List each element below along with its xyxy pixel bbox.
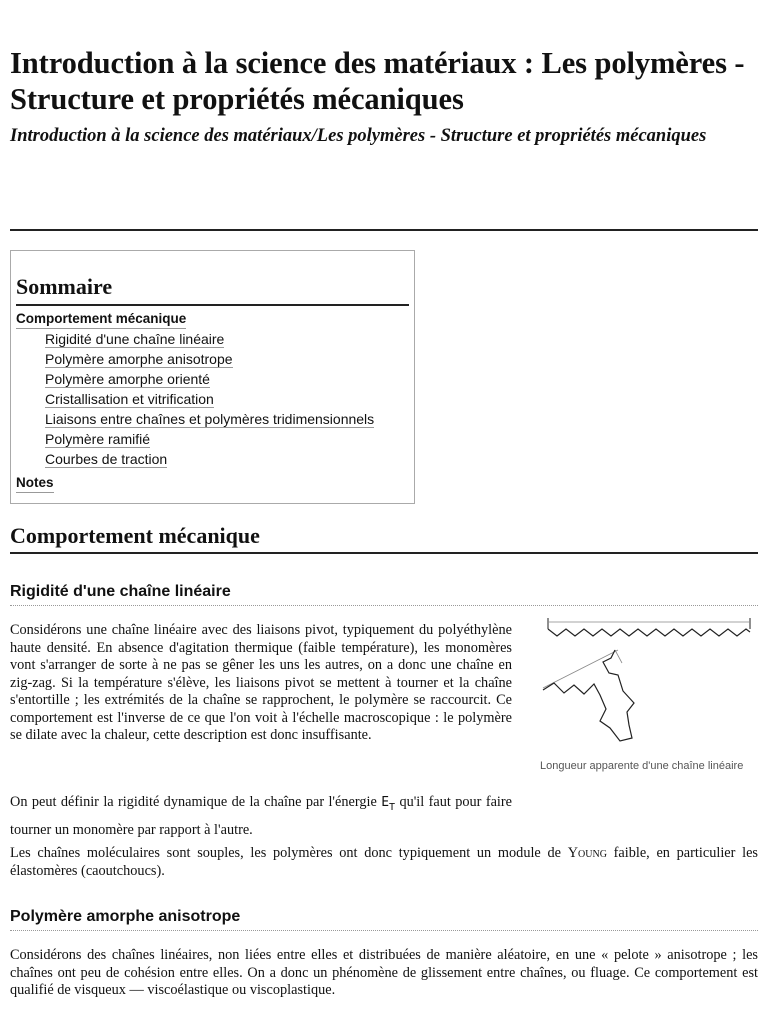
toc-link-cristallisation[interactable]: Cristallisation et vitrification <box>45 391 214 407</box>
table-of-contents <box>10 250 415 504</box>
paragraph-energie <box>10 791 512 841</box>
toc-link-amorphe-oriente[interactable]: Polymère amorphe orienté <box>45 371 210 387</box>
figure-chaine-lineaire <box>540 615 760 774</box>
toc-link-rigidite[interactable]: Rigidité d'une chaîne linéaire <box>45 331 225 347</box>
paragraph-chaines-souples <box>10 845 758 880</box>
young-name: Young <box>567 845 607 861</box>
paragraph-rigidite: Considérons une chaîne linéaire avec des liaisons pivot, typiquement du polyéthylène haute densité. En absence d'agitation thermique (faible température), les monomères vont s'arranger de sorte à ne pas se gêner les uns les autres, on a donc une chaîne en zig-zag. Si la température s'élève, les liaisons pivot se mettent à tourner et la chaîne s'entortille ; les extrémités de la chaîne se rapprochent, le polymère se raccourcit. Ce comportement est l'inverse de ce que l'on voit à l'échelle macroscopique : le polymère se dilate avec la chaleur, cette description est donc insuffisante. <box>10 622 512 743</box>
page-title: Introduction à la science des matériaux : Les polymères - Structure et propriétés mécaniques <box>10 46 745 116</box>
toc-link-courbes[interactable]: Courbes de traction <box>45 451 168 467</box>
energy-symbol: E <box>381 795 390 810</box>
paragraph-chaines-text1: Les chaînes moléculaires sont souples, les polymères ont donc typiquement un module de <box>10 845 568 861</box>
paragraph-chaines-text2: faible, en particulier les élastomères (caoutchoucs). <box>10 845 758 879</box>
figure-caption: Longueur apparente d'une chaîne linéaire <box>540 760 744 772</box>
toc-link-ramifie[interactable]: Polymère ramifié <box>45 431 151 447</box>
title-divider <box>10 229 758 231</box>
toc-link-liaisons[interactable]: Liaisons entre chaînes et polymères tridimensionnels <box>45 411 375 427</box>
paragraph-energie-text1: On peut définir la rigidité dynamique de la chaîne par l'énergie <box>10 794 382 810</box>
toc-title: Sommaire <box>16 271 409 306</box>
chain-diagram <box>540 615 760 750</box>
subsection-heading-rigidite: Rigidité d'une chaîne linéaire <box>10 579 758 606</box>
section-heading-comportement: Comportement mécanique <box>10 520 758 554</box>
toc-list <box>16 329 409 469</box>
energy-subscript: T <box>389 801 396 813</box>
toc-link-notes[interactable]: Notes <box>16 474 54 493</box>
toc-link-amorphe-anisotrope[interactable]: Polymère amorphe anisotrope <box>45 351 233 367</box>
page-subtitle: Introduction à la science des matériaux/Les polymères - Structure et propriétés mécaniques <box>10 126 707 146</box>
paragraph-anisotrope: Considérons des chaînes linéaires, non liées entre elles et distribuées de manière aléatoire, en une « pelote » anisotrope ; les chaînes ont peu de cohésion entre elles. On a donc un phénomène de glissement entre chaînes, ou fluage. Ce comportement est qualifié de visqueux — viscoélastique ou viscoplastique. <box>10 947 758 998</box>
paragraph-energie-text2: qu'il faut pour faire tourner un monomère par rapport à l'autre. <box>10 794 512 838</box>
subsection-heading-anisotrope: Polymère amorphe anisotrope <box>10 904 758 931</box>
toc-link-comportement[interactable]: Comportement mécanique <box>16 310 186 329</box>
